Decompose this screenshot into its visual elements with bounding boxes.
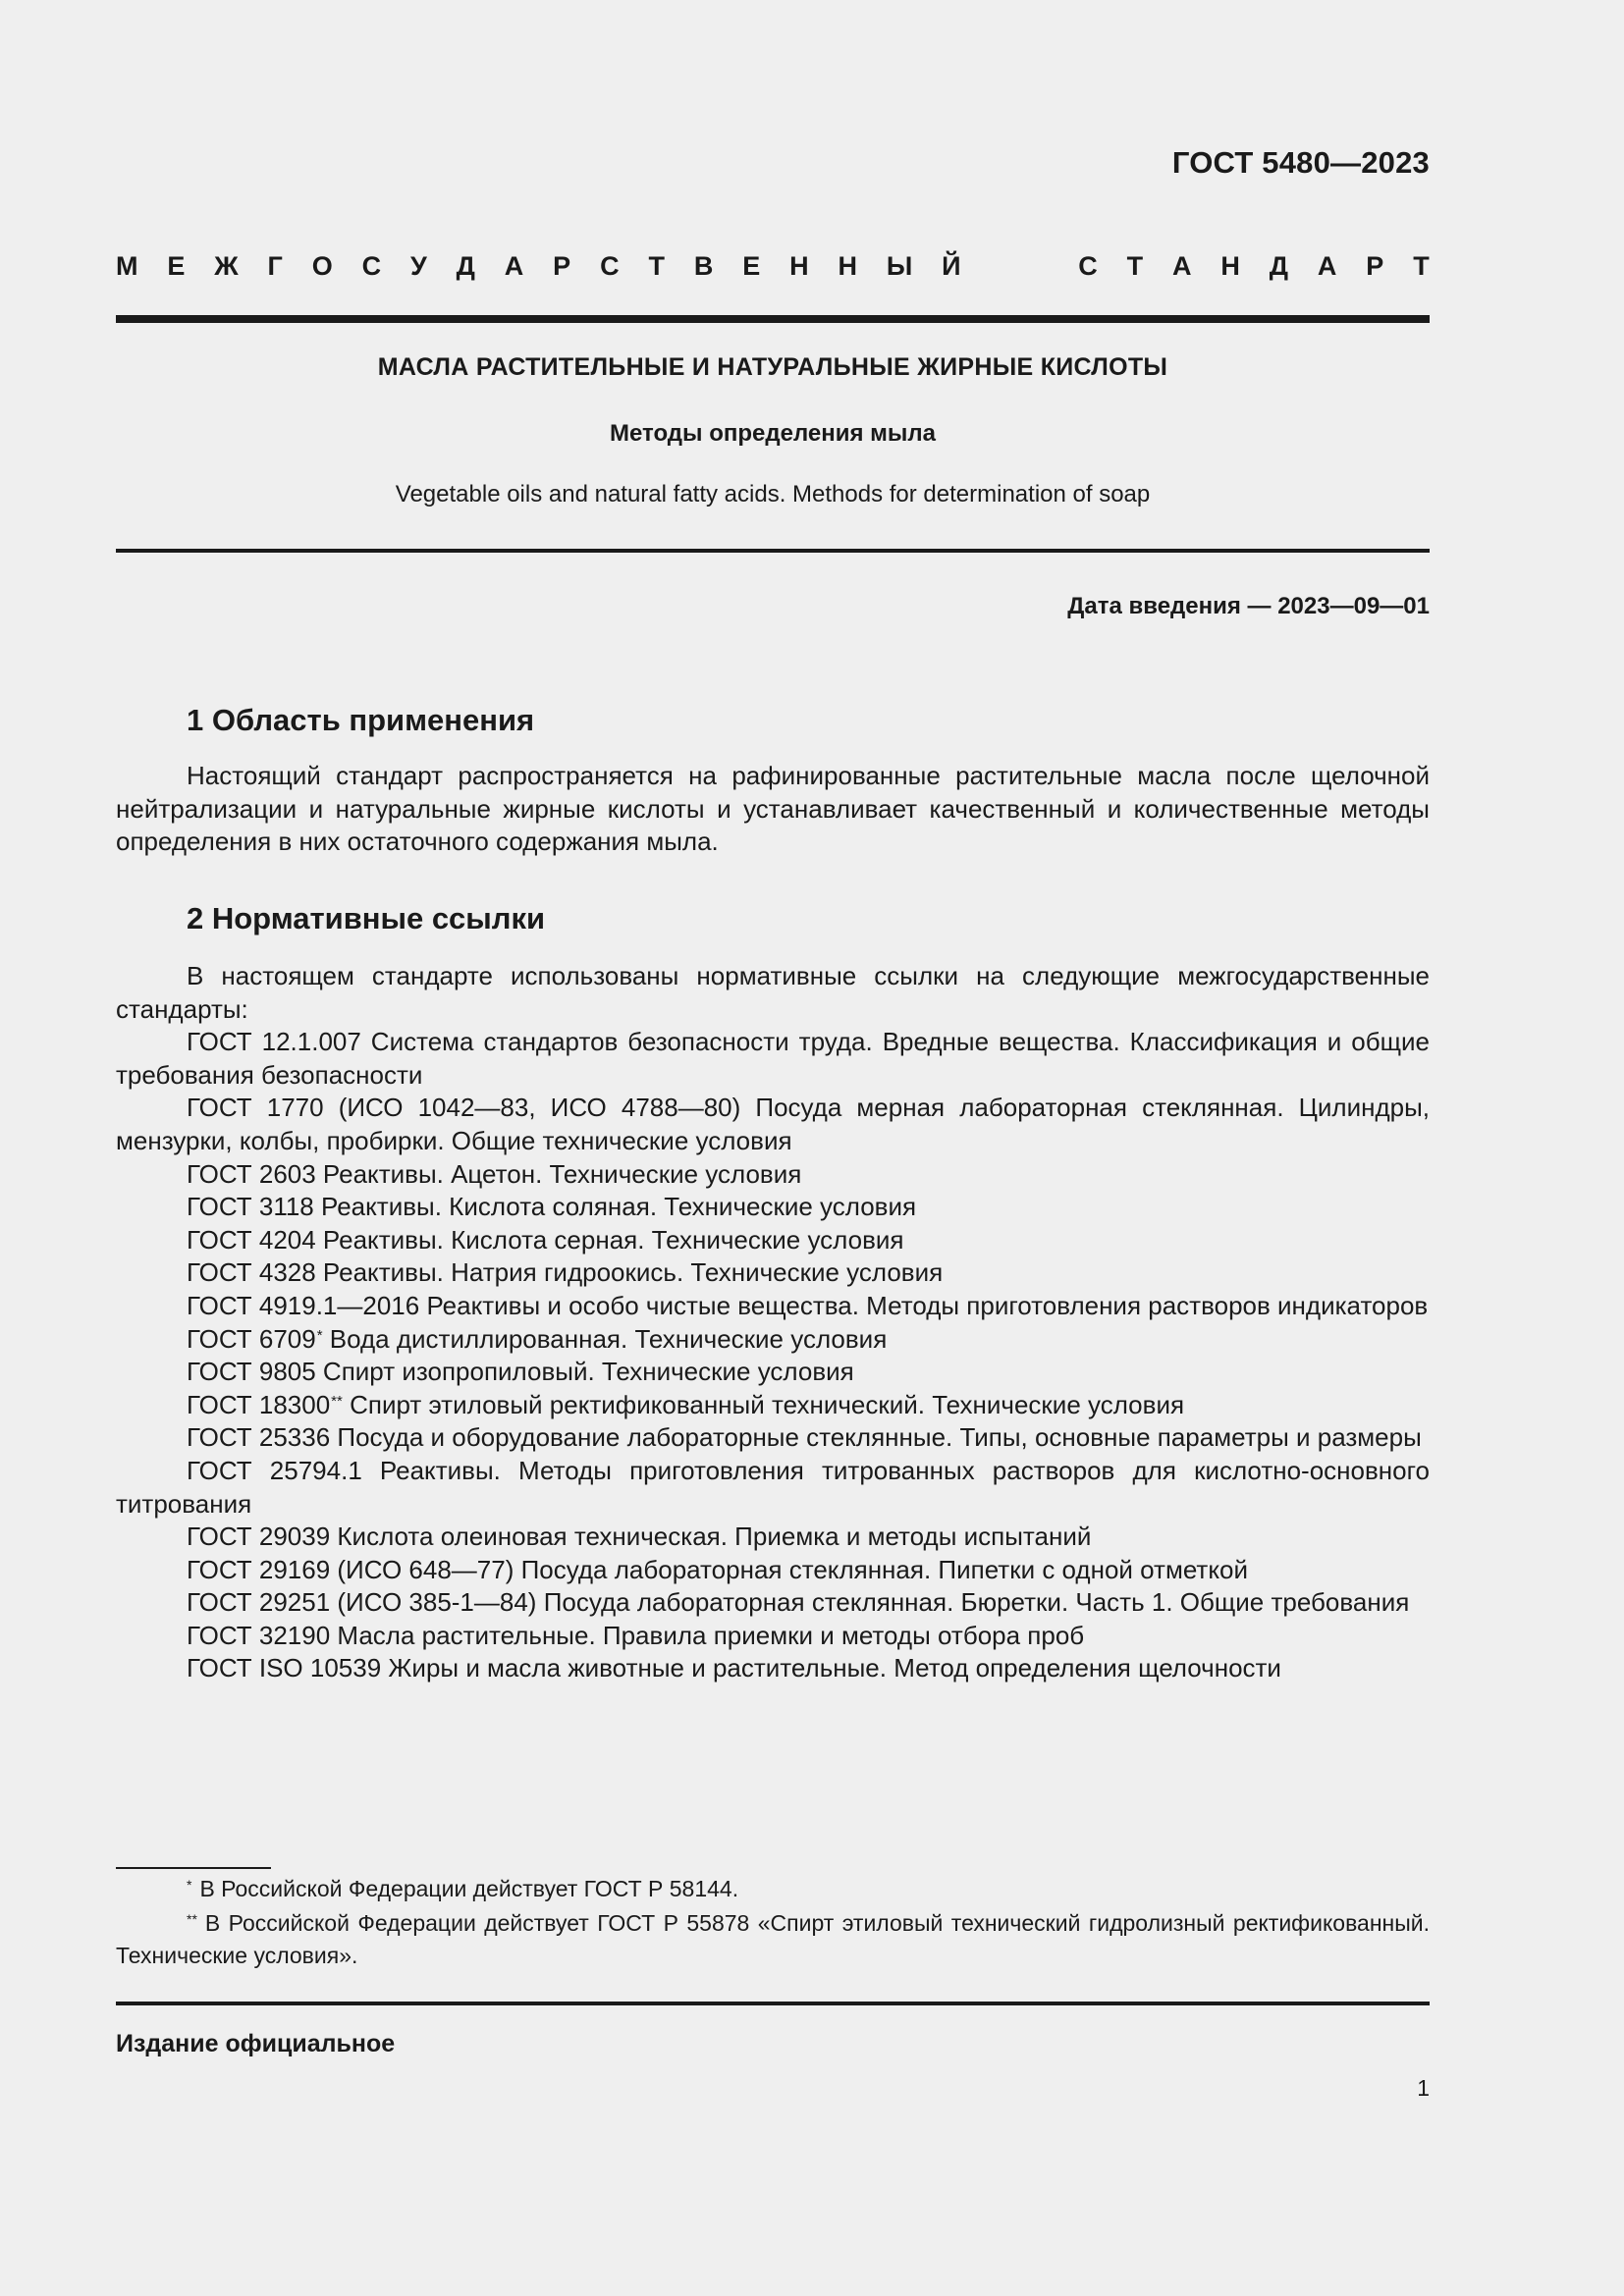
standard-type-letter: М — [116, 251, 138, 281]
reference-item — [116, 1554, 1430, 1587]
standard-type-letter: Н — [1220, 251, 1240, 281]
reference-code: ГОСТ 4328 — [187, 1257, 316, 1288]
reference-item — [116, 1421, 1430, 1455]
standard-type-letter: Й — [942, 251, 961, 281]
edition-label: Издание официальное — [116, 2030, 396, 2057]
reference-item — [116, 1224, 1430, 1257]
reference-title: Масла растительные. Правила приемки и методы отбора проб — [330, 1620, 1085, 1650]
reference-title: Система стандартов безопасности труда. Вредные вещества. Классификация и общие требования безопасности — [116, 1027, 1430, 1090]
footnote-item — [116, 1873, 1430, 1905]
reference-title: Посуда и оборудование лабораторные стеклянные. Типы, основные параметры и размеры — [330, 1422, 1422, 1453]
reference-title: Реактивы. Натрия гидроокись. Технические условия — [315, 1257, 944, 1288]
standard-type-letter: Ы — [886, 251, 913, 281]
document-page — [116, 0, 1430, 2296]
standard-type-letter: Т — [1413, 251, 1430, 281]
reference-item — [116, 1652, 1430, 1685]
reference-item — [116, 1026, 1430, 1092]
footnote-mark: * — [316, 1326, 323, 1344]
standard-type-letter: Р — [1366, 251, 1384, 281]
footer-rule — [116, 2002, 1430, 2005]
introduction-date: Дата введения — 2023—09—01 — [1067, 593, 1430, 619]
standard-type-label — [116, 251, 1430, 282]
header-rule — [116, 315, 1430, 323]
section-2-body — [116, 960, 1430, 1685]
reference-code: ГОСТ 32190 — [187, 1620, 331, 1650]
standard-type-letter: У — [410, 251, 427, 281]
standard-type-letter: Н — [789, 251, 809, 281]
footnote-mark: ** — [187, 1911, 197, 1927]
standard-type-letter: Р — [553, 251, 571, 281]
page-number: 1 — [1417, 2075, 1430, 2101]
reference-title: Вода дистиллированная. Технические условия — [322, 1323, 888, 1354]
section-1-body — [116, 760, 1430, 859]
standard-type-letter: С — [361, 251, 382, 281]
standard-type-letter: Ж — [214, 251, 239, 281]
reference-code: ГОСТ 1770 — [187, 1093, 324, 1123]
reference-code: ГОСТ 4204 — [187, 1224, 316, 1255]
reference-item — [116, 1092, 1430, 1157]
reference-title: Спирт этиловый ректификованный технический. Технические условия — [342, 1389, 1185, 1419]
document-code: ГОСТ 5480—2023 — [1171, 145, 1430, 180]
reference-title: Реактивы и особо чистые вещества. Методы приготовления растворов индикаторов — [419, 1290, 1429, 1320]
section-2-heading: 2 Нормативные ссылки — [187, 901, 546, 935]
reference-item — [116, 1521, 1430, 1554]
section-2-intro: В настоящем стандарте использованы нормативные ссылки на следующие межгосударственные стандарты: — [116, 961, 1430, 1024]
reference-title: (ИСО 385-1—84) Посуда лабораторная стеклянная. Бюретки. Часть 1. Общие требования — [330, 1587, 1410, 1618]
reference-item — [116, 1455, 1430, 1521]
reference-code: ГОСТ 29169 — [187, 1554, 331, 1584]
standard-type-letter: С — [1078, 251, 1098, 281]
standard-type-letter: Н — [838, 251, 857, 281]
reference-title: (ИСО 648—77) Посуда лабораторная стеклянная. Пипетки с одной отметкой — [330, 1554, 1248, 1584]
reference-title: Реактивы. Методы приготовления титрованных растворов для кислотно-основного титрования — [116, 1455, 1430, 1519]
reference-code: ГОСТ 6709 — [187, 1323, 316, 1354]
reference-item — [116, 1389, 1430, 1422]
footnote-item — [116, 1907, 1430, 1972]
footnote-text: В Российской Федерации действует ГОСТ Р 58144. — [199, 1876, 739, 1901]
reference-code: ГОСТ 25794.1 — [187, 1455, 362, 1485]
reference-title: Реактивы. Ацетон. Технические условия — [315, 1158, 802, 1189]
reference-list — [116, 1026, 1430, 1685]
footnote-text: В Российской Федерации действует ГОСТ Р 55878 «Спирт этиловый технический гидролизный ректификованный. Технические условия». — [116, 1910, 1430, 1968]
footnote-mark: * — [187, 1877, 192, 1893]
standard-type-letter: Т — [1126, 251, 1144, 281]
reference-item — [116, 1290, 1430, 1323]
standard-type-letter: Т — [648, 251, 665, 281]
document-title: МАСЛА РАСТИТЕЛЬНЫЕ И НАТУРАЛЬНЫЕ ЖИРНЫЕ КИСЛОТЫ — [377, 353, 1168, 381]
reference-code: ГОСТ 4919.1—2016 — [187, 1290, 420, 1320]
footnotes — [116, 1873, 1430, 1974]
reference-code: ГОСТ 12.1.007 — [187, 1027, 361, 1057]
reference-code: ГОСТ 29251 — [187, 1587, 331, 1618]
reference-title: Реактивы. Кислота серная. Технические условия — [315, 1224, 904, 1255]
title-rule — [116, 549, 1430, 553]
standard-type-letter: Е — [742, 251, 761, 281]
section-1-paragraph: Настоящий стандарт распространяется на рафинированные растительные масла после щелочной нейтрализации и натуральные жирные кислоты и устанавливает качественный и количественные методы определения в них остаточного содержания мыла. — [116, 761, 1430, 857]
footnote-separator — [116, 1867, 271, 1869]
reference-title: Жиры и масла животные и растительные. Метод определения щелочности — [381, 1653, 1281, 1683]
reference-item — [116, 1323, 1430, 1357]
word-gap — [990, 251, 1049, 282]
reference-item — [116, 1620, 1430, 1653]
reference-code: ГОСТ 2603 — [187, 1158, 316, 1189]
reference-item — [116, 1191, 1430, 1224]
standard-type-letter: В — [693, 251, 714, 281]
reference-item — [116, 1356, 1430, 1389]
reference-code: ГОСТ 25336 — [187, 1422, 331, 1453]
section-1-heading: 1 Область применения — [187, 703, 535, 737]
reference-code: ГОСТ 9805 — [187, 1357, 316, 1387]
standard-type-letter: А — [1317, 251, 1337, 281]
standard-type-letter: А — [1172, 251, 1192, 281]
reference-item — [116, 1586, 1430, 1620]
reference-item — [116, 1256, 1430, 1290]
document-subtitle: Методы определения мыла — [610, 420, 936, 447]
footnote-mark: ** — [331, 1392, 343, 1410]
reference-title: Спирт изопропиловый. Технические условия — [315, 1357, 854, 1387]
standard-type-letter: Д — [456, 251, 475, 281]
reference-item — [116, 1158, 1430, 1192]
reference-title: Кислота олеиновая техническая. Приемка и методы испытаний — [330, 1522, 1092, 1552]
document-title-english: Vegetable oils and natural fatty acids. Methods for determination of soap — [395, 481, 1151, 507]
standard-type-letter: С — [600, 251, 620, 281]
reference-title: (ИСО 1042—83, ИСО 4788—80) Посуда мерная лабораторная стеклянная. Цилиндры, мензурки, колбы, пробирки. Общие технические условия — [116, 1093, 1430, 1155]
reference-code: ГОСТ 29039 — [187, 1522, 331, 1552]
standard-type-letter: О — [311, 251, 333, 281]
reference-code: ГОСТ 18300 — [187, 1389, 331, 1419]
standard-type-letter: Д — [1269, 251, 1289, 281]
standard-type-letter: Г — [267, 251, 283, 281]
standard-type-letter: А — [504, 251, 524, 281]
reference-title: Реактивы. Кислота соляная. Технические условия — [313, 1192, 917, 1222]
standard-type-letter: Е — [167, 251, 186, 281]
reference-code: ГОСТ ISO 10539 — [187, 1653, 382, 1683]
reference-code: ГОСТ 3118 — [187, 1192, 314, 1222]
